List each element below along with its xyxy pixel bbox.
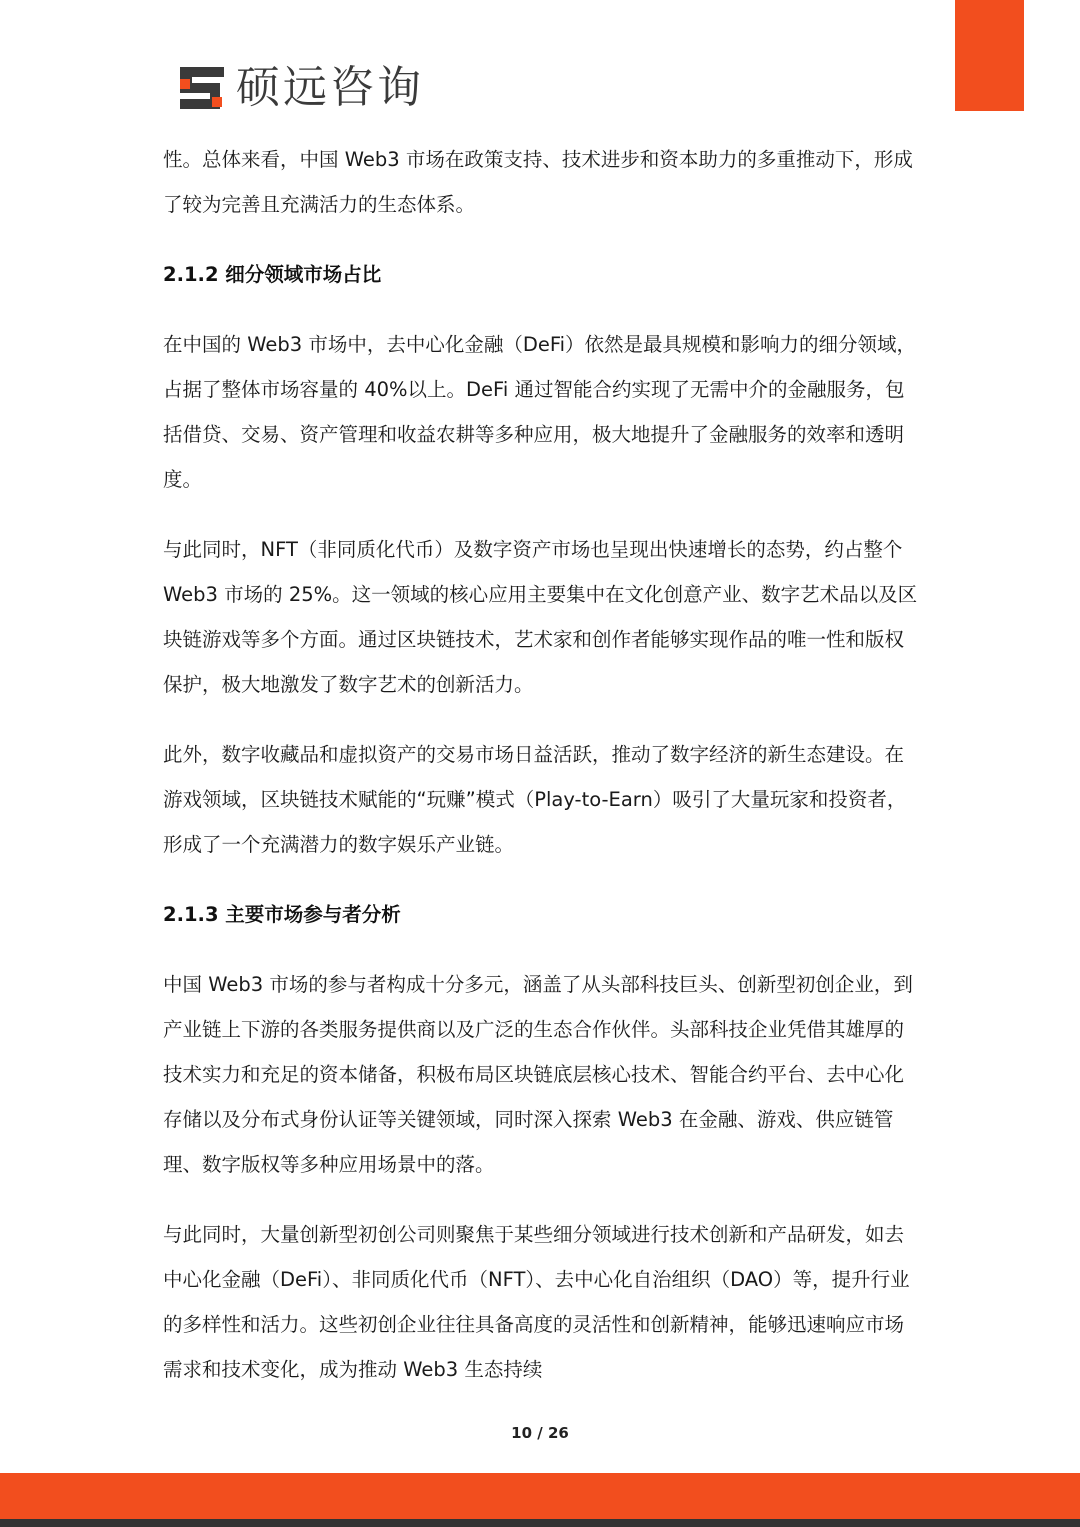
paragraph: 与此同时，NFT（非同质化代币）及数字资产市场也呈现出快速增长的态势，约占整个 Web3 市场的 25%。这一领域的核心应用主要集中在文化创意产业、数字艺术品以及区块链游戏等多个方面。通过区块链技术，艺术家和创作者能够实现作品的唯一性和版权保护，极大地激发了数字艺术的创新活力。 xyxy=(163,538,918,696)
page-number: 10 / 26 xyxy=(511,1424,569,1442)
header-accent-block xyxy=(955,0,1024,111)
section-heading-2-1-2: 2.1.2 细分领域市场占比 xyxy=(163,263,382,286)
paragraph: 在中国的 Web3 市场中，去中心化金融（DeFi）依然是最具规模和影响力的细分领域，占据了整体市场容量的 40%以上。DeFi 通过智能合约实现了无需中介的金融服务，包括借贷、交易、资产管理和收益农耕等多种应用，极大地提升了金融服务的效率和透明度。 xyxy=(163,333,917,491)
document-body xyxy=(163,137,923,1392)
paragraph: 与此同时，大量创新型初创公司则聚焦于某些细分领域进行技术创新和产品研发，如去中心化金融（DeFi）、非同质化代币（NFT）、去中心化自治组织（DAO）等，提升行业的多样性和活力。这些初创企业往往具备高度的灵活性和创新精神，能够迅速响应市场需求和技术变化，成为推动 Web3 生态持续 xyxy=(163,1223,910,1381)
paragraph: 中国 Web3 市场的参与者构成十分多元，涵盖了从头部科技巨头、创新型初创企业，到产业链上下游的各类服务提供商以及广泛的生态合作伙伴。头部科技企业凭借其雄厚的技术实力和充足的资本储备，积极布局区块链底层核心技术、智能合约平台、去中心化存储以及分布式身份认证等关键领域，同时深入探索 Web3 在金融、游戏、供应链管理、数字版权等多种应用场景中的落。 xyxy=(163,973,913,1176)
brand-logo-text: 硕远咨询 xyxy=(236,62,424,113)
intro-paragraph: 性。总体来看，中国 Web3 市场在政策支持、技术进步和资本助力的多重推动下，形成了较为完善且充满活力的生态体系。 xyxy=(163,148,913,216)
footer-dark-line xyxy=(0,1519,1080,1527)
paragraph: 此外，数字收藏品和虚拟资产的交易市场日益活跃，推动了数字经济的新生态建设。在游戏领域，区块链技术赋能的“玩赚”模式（Play-to-Earn）吸引了大量玩家和投资者，形成了一个充满潜力的数字娱乐产业链。 xyxy=(163,743,907,856)
footer-accent-bar xyxy=(0,1473,1080,1519)
section-heading-2-1-3: 2.1.3 主要市场参与者分析 xyxy=(163,903,401,926)
brand-logo xyxy=(176,60,424,116)
brand-logo-icon xyxy=(176,63,228,113)
